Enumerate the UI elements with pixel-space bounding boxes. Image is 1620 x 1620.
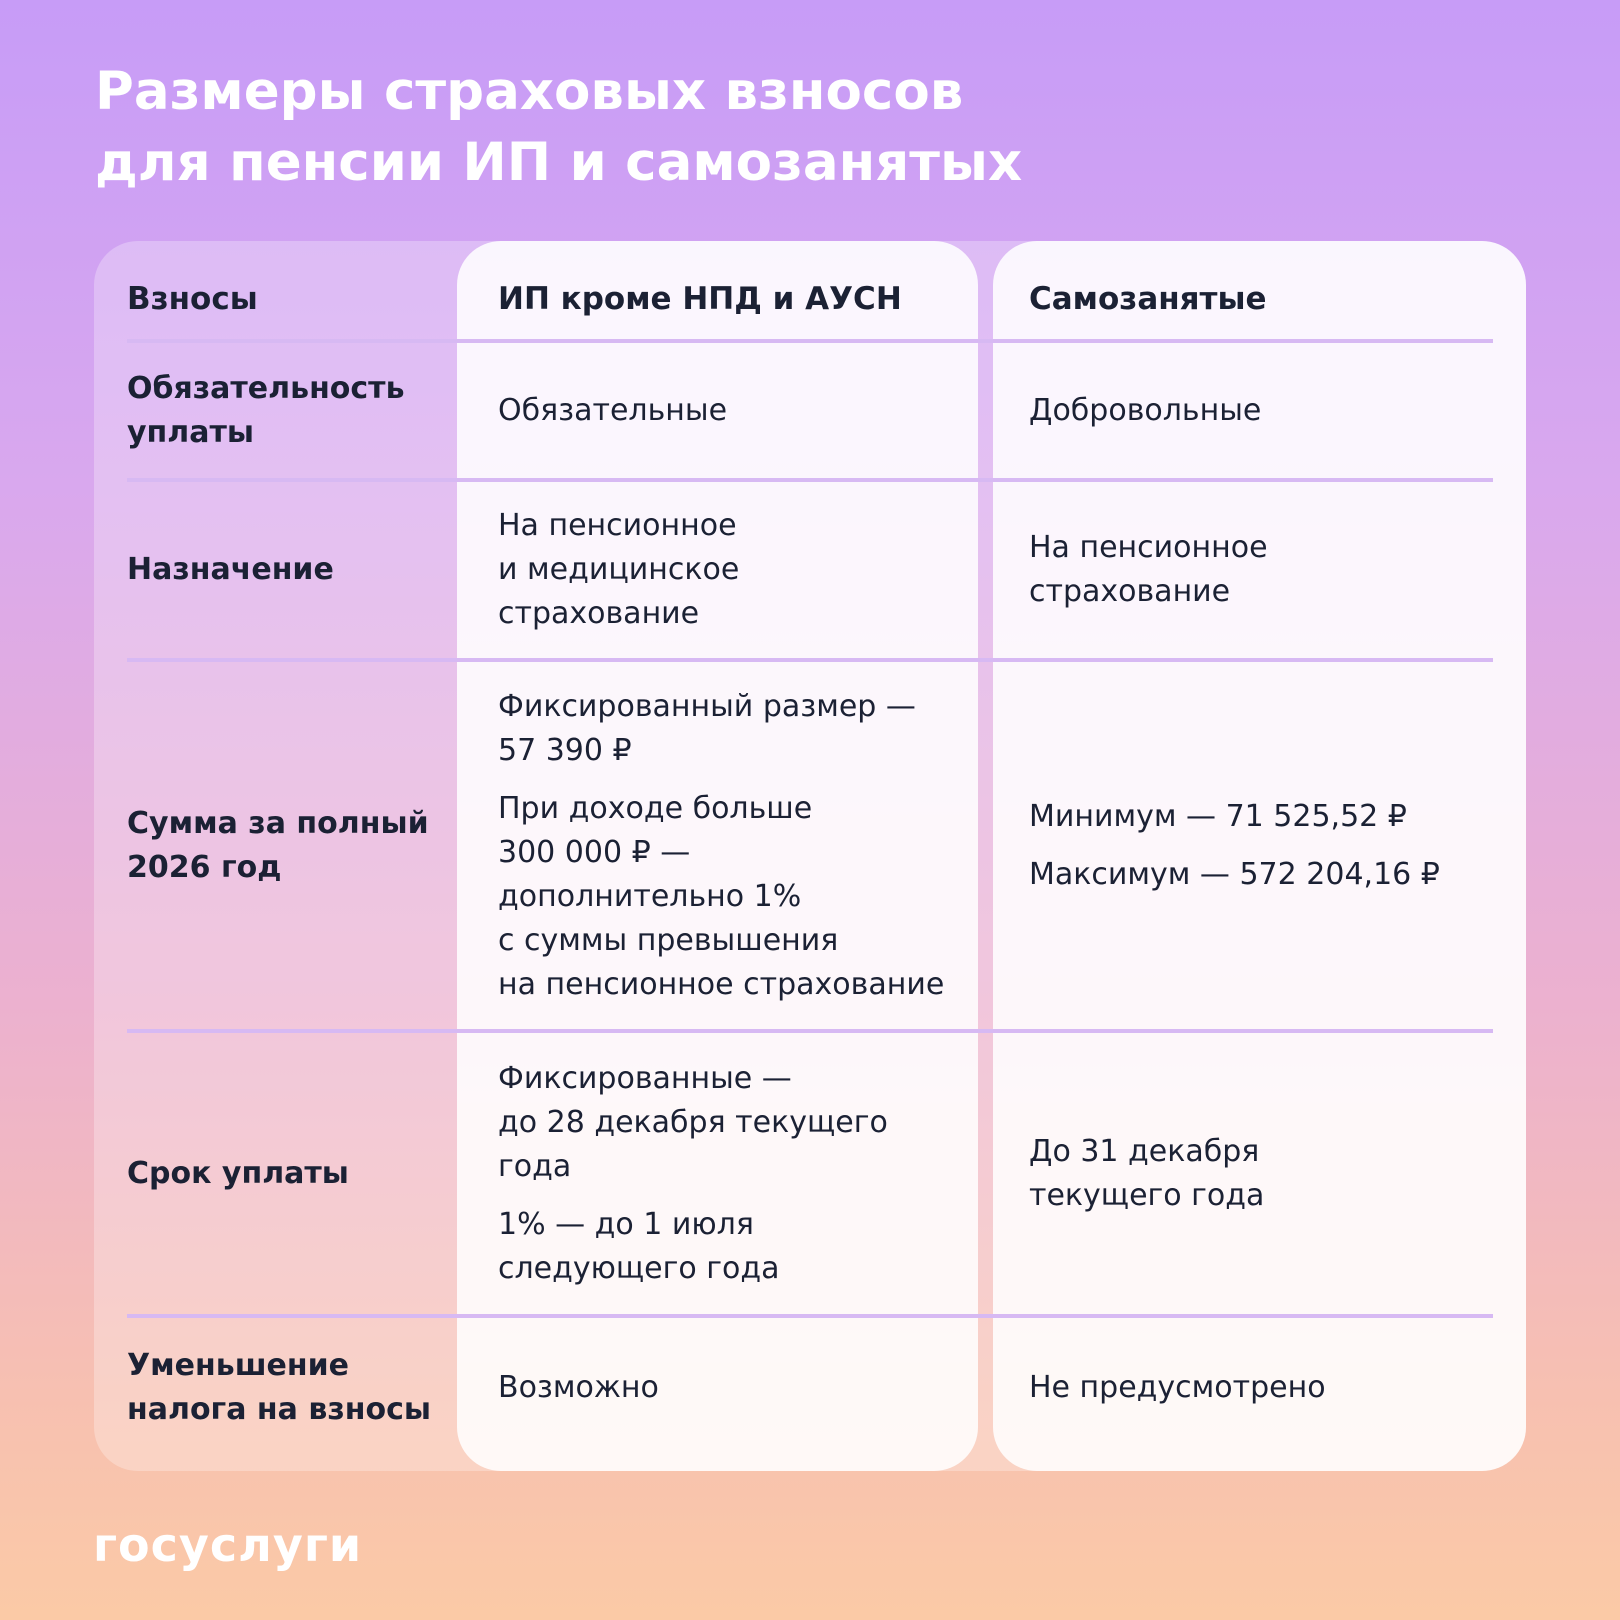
cell-ip-amount: Фиксированный размер — 57 390 ₽ При доходе больше 300 000 ₽ — дополнительно 1% с суммы превышения на пенсионное страхование [498, 688, 945, 1002]
gosuslugi-logo: госуслуги [93, 1518, 363, 1572]
row-label-purpose: Назначение [127, 552, 334, 587]
cell-self-amount: Минимум — 71 525,52 ₽ Максимум — 572 204,16 ₽ [1029, 798, 1440, 892]
title-line-1: Размеры страховых взносов [95, 61, 964, 122]
cell-ip-purpose: На пенсионное и медицинское страхование [498, 508, 740, 631]
cell-self-obligation: Добровольные [1029, 392, 1262, 428]
row-label-obligation: Обязательность уплаты [127, 370, 405, 450]
cell-ip-obligation: Обязательные [498, 392, 728, 428]
cell-ip-deadline: Фиксированные — до 28 декабря текущего года 1% — до 1 июля следующего года [498, 1060, 888, 1286]
cell-self-purpose: На пенсионное страхование [1029, 530, 1268, 609]
page-title [95, 56, 1022, 198]
row-label-deadline: Срок уплаты [127, 1155, 349, 1191]
header-contributions: Взносы [127, 281, 258, 317]
title-line-2: для пенсии ИП и самозанятых [95, 132, 1023, 193]
cell-self-tax-reduction: Не предусмотрено [1029, 1370, 1326, 1405]
header-self-employed: Самозанятые [1029, 281, 1267, 317]
cell-self-deadline: До 31 декабря текущего года [1029, 1133, 1265, 1213]
row-label-tax-reduction: Уменьшение налога на взносы [127, 1348, 431, 1427]
cell-ip-tax-reduction: Возможно [498, 1370, 659, 1405]
row-label-amount: Сумма за полный 2026 год [127, 805, 429, 885]
header-ip: ИП кроме НПД и АУСН [498, 281, 902, 317]
